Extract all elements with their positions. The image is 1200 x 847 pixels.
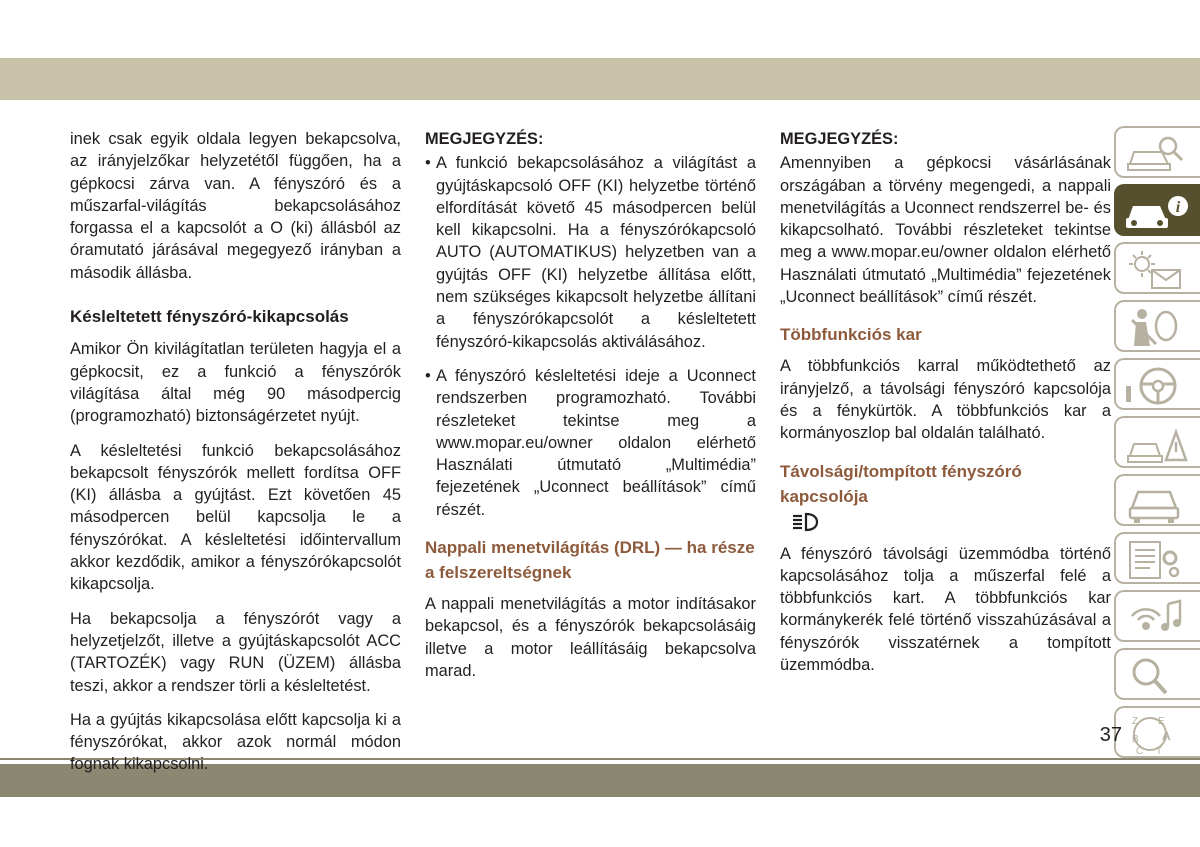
paragraph: Amikor Ön kivilágítatlan területen hagyja el a gépkocsit, ez a funkció a fényszórók világítása által még 90 másodpercig (programozható) biztonságérzetet nyújt. <box>70 340 401 426</box>
car-search-icon[interactable] <box>1114 126 1200 178</box>
paragraph: A többfunkciós karral működtethető az irányjelző, a távolsági fényszóró kapcsolója és a fénykürtök. A többfunkciós kar a kormányoszlop bal oldalán található. <box>780 357 1111 443</box>
svg-text:B: B <box>1132 734 1139 745</box>
paragraph: A késleltetési funkció bekapcsolásához bekapcsolt fényszórók mellett fordítsa OFF (KI) állásba a gyújtást. Ezt követően 45 másodpercen belül kapcsolja le a fényszórókat. A késleltetési időintervallum akkor kezdődik, amikor a fényszórókapcsolót kikapcsolja. <box>70 441 401 594</box>
column-right <box>780 128 1111 688</box>
paragraph: A fényszóró távolsági üzemmódba történő kapcsolásához tolja a műszerfal felé a többfunkciós kart. A többfunkciós kar kormánykerék felé történő visszahúzásával a fényszórók visszatérnek a tompított üzemmódba. <box>780 544 1111 675</box>
warning-light-message-icon[interactable] <box>1114 242 1200 294</box>
svg-text:i: i <box>1175 199 1181 216</box>
alphabetical-index-icon[interactable] <box>1114 706 1200 758</box>
svg-text:T: T <box>1156 746 1163 756</box>
paragraph: Ha bekapcsolja a fényszórót vagy a helyzetjelzőt, illetve a gyújtáskapcsolót ACC (TARTOZÉK) vagy RUN (ÜZEM) állásba teszi, akkor a rendszer törli a késleltetést. <box>70 609 401 695</box>
section-heading-drl: Nappali menetvilágítás (DRL) — ha része a felszereltségnek <box>425 538 755 583</box>
note-heading: MEGJEGYZÉS: <box>425 130 544 148</box>
header-band <box>0 58 1200 100</box>
paragraph: Ha a gyújtás kikapcsolása előtt kapcsolja ki a fényszórókat, akkor azok normál módon fognak kikapcsolni. <box>70 710 401 774</box>
svg-text:C: C <box>1136 746 1144 756</box>
paragraph: inek csak egyik oldala legyen bekapcsolva, az irányjelzőkar helyzetétől függően, ha a gépkocsi zárva van. A fényszóró és a műszarfal-világítás bekapcsolásához forgassa el a kapcsolót a O (ki) állásból az óramutató járásával megegyező irányban a második állásba. <box>70 130 401 282</box>
column-middle <box>425 128 756 694</box>
high-beam-icon <box>790 511 1111 533</box>
specifications-gear-icon[interactable] <box>1114 532 1200 584</box>
steering-wheel-icon[interactable] <box>1114 358 1200 410</box>
paragraph: Amennyiben a gépkocsi vásárlásának országában a törvény megengedi, a nappali menetvilágítás a Uconnect rendszerrel be- és kikapcsolható. További részleteket tekintse meg a www.mopar.eu/owner oldalon elérhető Használati útmutató „Multimédia” fejezetének „Uconnect beállítások” című részét. <box>780 154 1111 307</box>
car-breakdown-icon[interactable] <box>1114 416 1200 468</box>
column-left <box>70 128 401 788</box>
airbag-safety-icon[interactable] <box>1114 300 1200 352</box>
note-heading: MEGJEGYZÉS: <box>780 130 899 148</box>
bullet-item: • A fényszóró késleltetési ideje a Uconnect rendszerben programozható. További részleteket tekintse meg a www.mopar.eu/owner oldalon elérhető Használati útmutató „Multimédia” fejezetének „Uconnect beállítások” című részét. <box>425 365 756 521</box>
paragraph: A nappali menetvilágítás a motor indításakor bekapcsol, és a fényszórók bekapcsolásáig illetve a motor leállításáig bekapcsolva marad. <box>425 595 756 680</box>
section-heading-multifunction-lever: Többfunkciós kar <box>780 325 922 345</box>
car-info-icon[interactable] <box>1114 184 1200 236</box>
page-number: 37 <box>1099 724 1122 746</box>
subheading-delayed-headlights: Késleltetett fényszóró-kikapcsolás <box>70 307 349 327</box>
car-service-icon[interactable] <box>1114 474 1200 526</box>
bullet-item: • A funkció bekapcsolásához a világítást a gyújtáskapcsoló OFF (KI) helyzetbe történő elfordítását követő 45 másodpercen belül kell kikapcsolni. Ha a fényszórókapcsoló AUTO (AUTOMATIKUS) helyzetben van a gyújtás OFF (KI) helyzetbe állítása előtt, nem szükséges kikapcsolt helyzetbe állítani a fényszórókapcsolót a késleltetett fényszóró-kikapcsolás aktiválásához. <box>425 152 756 353</box>
svg-text:A: A <box>1162 729 1171 743</box>
svg-text:Z: Z <box>1132 716 1139 727</box>
svg-text:E: E <box>1158 716 1165 727</box>
section-heading-high-low-beam: Távolsági/tompított fényszóró kapcsolója <box>780 461 1022 506</box>
search-index-icon[interactable] <box>1114 648 1200 700</box>
multimedia-icon[interactable] <box>1114 590 1200 642</box>
